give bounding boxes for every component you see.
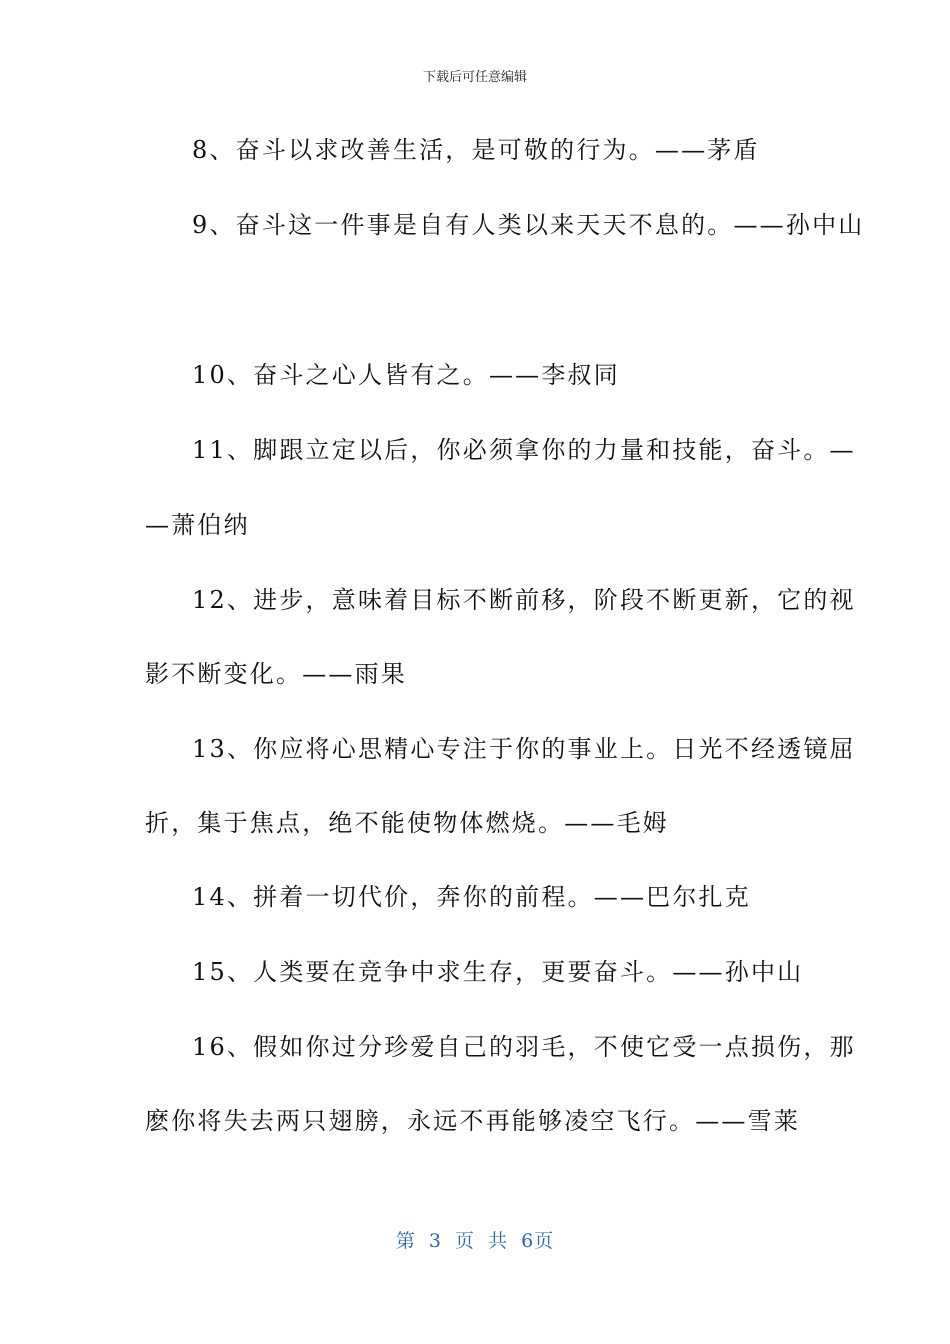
quote-14: 14、拼着一切代价，奔你的前程。——巴尔扎克 [192,883,751,911]
quote-9: 9、奋斗这一件事是自有人类以来天天不息的。——孙中山 [192,211,865,239]
page-footer: 第 3 页 共 6页 [395,1230,555,1252]
quote-15: 15、人类要在竞争中求生存，更要奋斗。——孙中山 [192,958,804,986]
quote-13-line1: 13、你应将心思精心专注于你的事业上。日光不经透镜屈 [192,735,856,763]
quote-10: 10、奋斗之心人皆有之。——李叔同 [192,361,620,389]
page-header: 下载后可任意编辑 [422,70,527,85]
quote-16-line1: 16、假如你过分珍爱自己的羽毛，不使它受一点损伤，那 [192,1033,856,1061]
quote-13-line2: 折，集于焦点，绝不能使物体燃烧。——毛姆 [145,809,669,837]
quote-11-line2: —萧伯纳 [145,511,250,539]
quote-16-line2: 麽你将失去两只翅膀，永远不再能够凌空飞行。——雪莱 [145,1107,800,1135]
quote-11-line1: 11、脚跟立定以后，你必须拿你的力量和技能，奋斗。— [192,436,856,464]
quote-12-line2: 影不断变化。——雨果 [145,660,407,688]
quote-8: 8、奋斗以求改善生活，是可敬的行为。——茅盾 [192,136,760,164]
quote-12-line1: 12、进步，意味着目标不断前移，阶段不断更新，它的视 [192,586,856,614]
